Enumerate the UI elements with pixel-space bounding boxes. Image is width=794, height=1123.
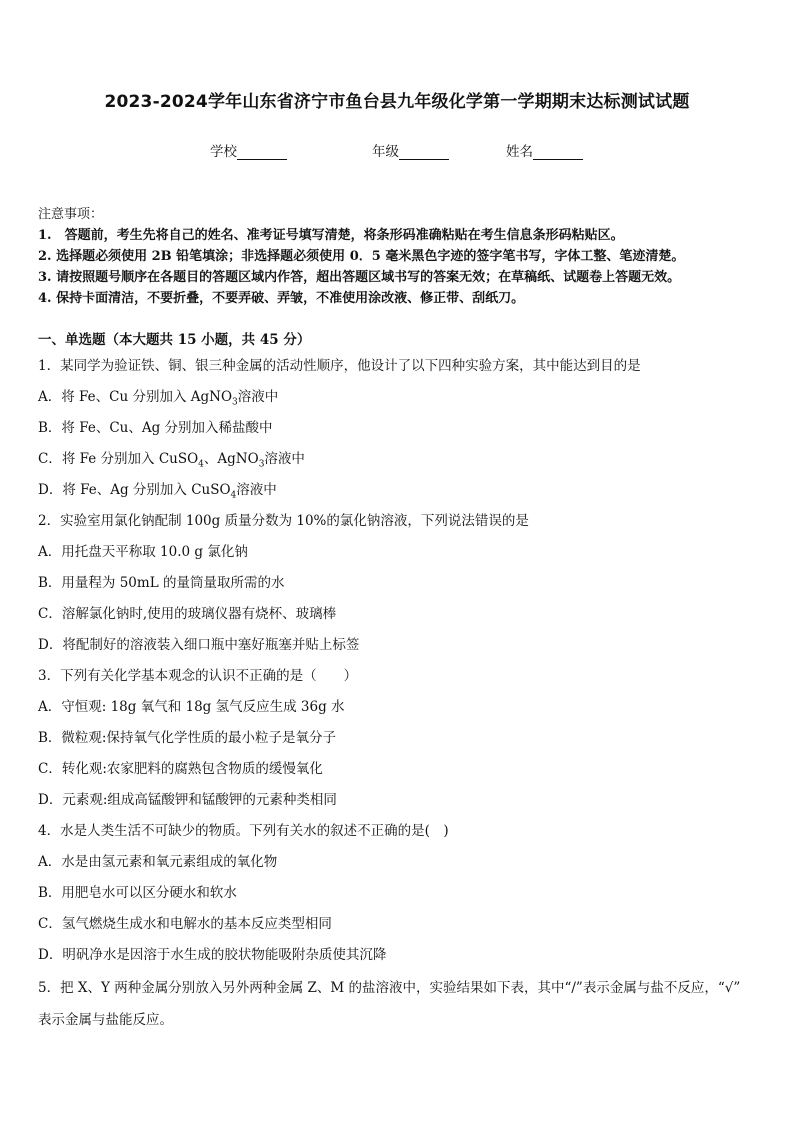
name-field	[506, 140, 583, 160]
grade-label: 年级	[372, 144, 399, 160]
notice-item: 1. 答题前，考生先将自己的姓名、准考证号填写清楚，将条形码准确粘贴在考生信息条形码粘贴区。	[38, 228, 624, 243]
question-3-option-b: B．微粒观:保持氧气化学性质的最小粒子是氧分子	[38, 730, 336, 746]
question-1-option-b: B．将 Fe、Cu、Ag 分别加入稀盐酸中	[38, 420, 273, 436]
question-4-option-c: C．氢气燃烧生成水和电解水的基本反应类型相同	[38, 916, 332, 932]
question-3-option-d: D．元素观:组成高锰酸钾和锰酸钾的元素种类相同	[38, 792, 337, 808]
grade-blank	[399, 146, 449, 160]
question-1-option-c: C．将 Fe 分别加入 CuSO$_4$、AgNO$_3$溶液中	[38, 451, 305, 470]
question-5-stem: 5．把 X、Y 两种金属分别放入另外两种金属 Z、M 的盐溶液中，实验结果如下表，其中“/”表示金属与盐不反应，“√”	[38, 980, 741, 996]
school-label: 学校	[210, 144, 237, 160]
question-3-option-a: A．守恒观: 18g 氧气和 18g 氢气反应生成 36g 水	[38, 699, 345, 715]
question-4-stem: 4．水是人类生活不可缺少的物质。下列有关水的叙述不正确的是( )	[38, 823, 449, 839]
school-field	[210, 140, 287, 160]
question-1-option-d: D．将 Fe、Ag 分别加入 CuSO$_4$溶液中	[38, 482, 277, 501]
question-1-stem: 1．某同学为验证铁、铜、银三种金属的活动性顺序，他设计了以下四种实验方案，其中能达到目的是	[38, 358, 641, 374]
question-2-option-a: A．用托盘天平称取 10.0 g 氯化钠	[38, 544, 248, 560]
question-1-option-a: A．将 Fe、Cu 分别加入 AgNO$_3$溶液中	[38, 389, 279, 408]
name-blank	[533, 146, 583, 160]
name-label: 姓名	[506, 144, 533, 160]
notice-item: 3. 请按照题号顺序在各题目的答题区域内作答，超出答题区域书写的答案无效；在草稿纸、试题卷上答题无效。	[38, 270, 681, 285]
question-3-option-c: C．转化观:农家肥料的腐熟包含物质的缓慢氧化	[38, 761, 323, 777]
notice-heading: 注意事项：	[38, 207, 104, 222]
question-2-option-c: C．溶解氯化钠时,使用的玻璃仪器有烧杯、玻璃棒	[38, 606, 337, 622]
notice-item: 2. 选择题必须使用 2B 铅笔填涂；非选择题必须使用 0．5 毫米黑色字迹的签字笔书写，字体工整、笔迹清楚。	[38, 249, 685, 264]
section-heading: 一、单选题（本大题共 15 小题，共 45 分）	[38, 332, 311, 348]
page-title: 2023-2024学年山东省济宁市鱼台县九年级化学第一学期期末达标测试试题	[104, 92, 690, 112]
question-2-option-b: B．用量程为 50mL 的量筒量取所需的水	[38, 575, 285, 591]
question-3-stem: 3．下列有关化学基本观念的认识不正确的是（ ）	[38, 668, 358, 684]
notice-item: 4. 保持卡面清洁，不要折叠，不要弄破、弄皱，不准使用涂改液、修正带、刮纸刀。	[38, 291, 525, 306]
question-4-option-a: A．水是由氢元素和氧元素组成的氧化物	[38, 854, 278, 870]
question-4-option-d: D．明矾净水是因溶于水生成的胶状物能吸附杂质使其沉降	[38, 947, 387, 963]
school-blank	[237, 146, 287, 160]
question-2-option-d: D．将配制好的溶液装入细口瓶中塞好瓶塞并贴上标签	[38, 637, 360, 653]
question-2-stem: 2．实验室用氯化钠配制 100g 质量分数为 10%的氯化钠溶液，下列说法错误的是	[38, 513, 529, 529]
grade-field	[372, 140, 449, 160]
question-5-stem-continued: 表示金属与盐能反应。	[38, 1012, 173, 1028]
question-4-option-b: B．用肥皂水可以区分硬水和软水	[38, 885, 237, 901]
